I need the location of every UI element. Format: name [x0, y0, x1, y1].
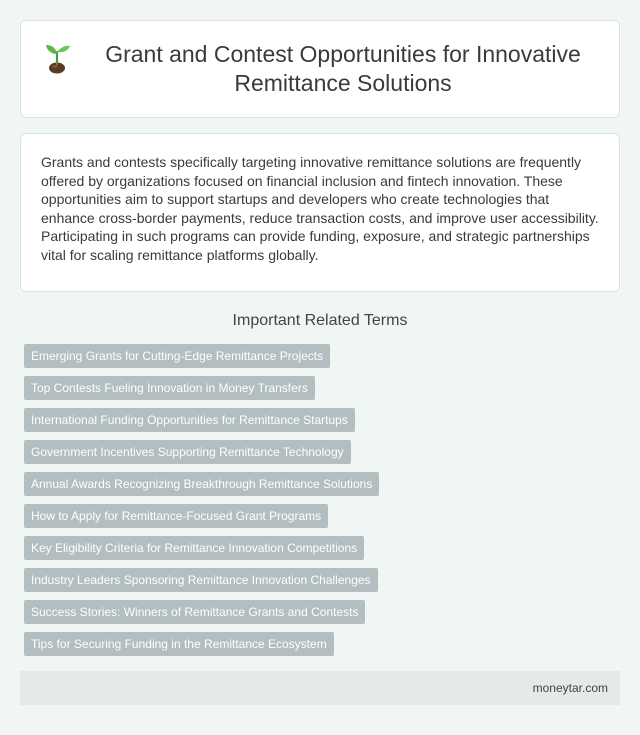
description-text: Grants and contests specifically targeting innovative remittance solutions are frequently offered by organizations focused on financial inclusion and fintech innovation. These opportunities aim to support startups and developers who create technologies that enhance cross-border payments, reduce transaction costs, and improve user accessibility. Participating in such programs can provide funding, exposure, and strategic partnerships vital for scaling remittance platforms globally.	[41, 154, 599, 263]
term-tag[interactable]: Industry Leaders Sponsoring Remittance Innovation Challenges	[24, 568, 378, 592]
list-item	[24, 504, 616, 536]
related-terms-list	[24, 344, 616, 664]
list-item	[24, 344, 616, 376]
footer	[20, 671, 620, 705]
list-item	[24, 376, 616, 408]
list-item	[24, 536, 616, 568]
term-tag[interactable]: Emerging Grants for Cutting-Edge Remittance Projects	[24, 344, 330, 368]
description-card	[20, 133, 620, 292]
list-item	[24, 440, 616, 472]
term-tag[interactable]: International Funding Opportunities for Remittance Startups	[24, 408, 355, 432]
title-wrap	[41, 40, 599, 98]
term-tag[interactable]: Annual Awards Recognizing Breakthrough Remittance Solutions	[24, 472, 379, 496]
title-card	[20, 20, 620, 118]
list-item	[24, 632, 616, 664]
footer-site-link[interactable]: moneytar.com	[532, 681, 608, 695]
list-item	[24, 600, 616, 632]
list-item	[24, 472, 616, 504]
term-tag[interactable]: Success Stories: Winners of Remittance Grants and Contests	[24, 600, 365, 624]
list-item	[24, 408, 616, 440]
term-tag[interactable]: How to Apply for Remittance-Focused Grant Programs	[24, 504, 328, 528]
sprout-icon	[41, 40, 73, 74]
list-item	[24, 568, 616, 600]
term-tag[interactable]: Government Incentives Supporting Remittance Technology	[24, 440, 351, 464]
page-title: Grant and Contest Opportunities for Innovative Remittance Solutions	[105, 41, 581, 96]
term-tag[interactable]: Top Contests Fueling Innovation in Money Transfers	[24, 376, 315, 400]
related-terms-heading: Important Related Terms	[232, 312, 408, 329]
term-tag[interactable]: Key Eligibility Criteria for Remittance Innovation Competitions	[24, 536, 364, 560]
term-tag[interactable]: Tips for Securing Funding in the Remittance Ecosystem	[24, 632, 334, 656]
